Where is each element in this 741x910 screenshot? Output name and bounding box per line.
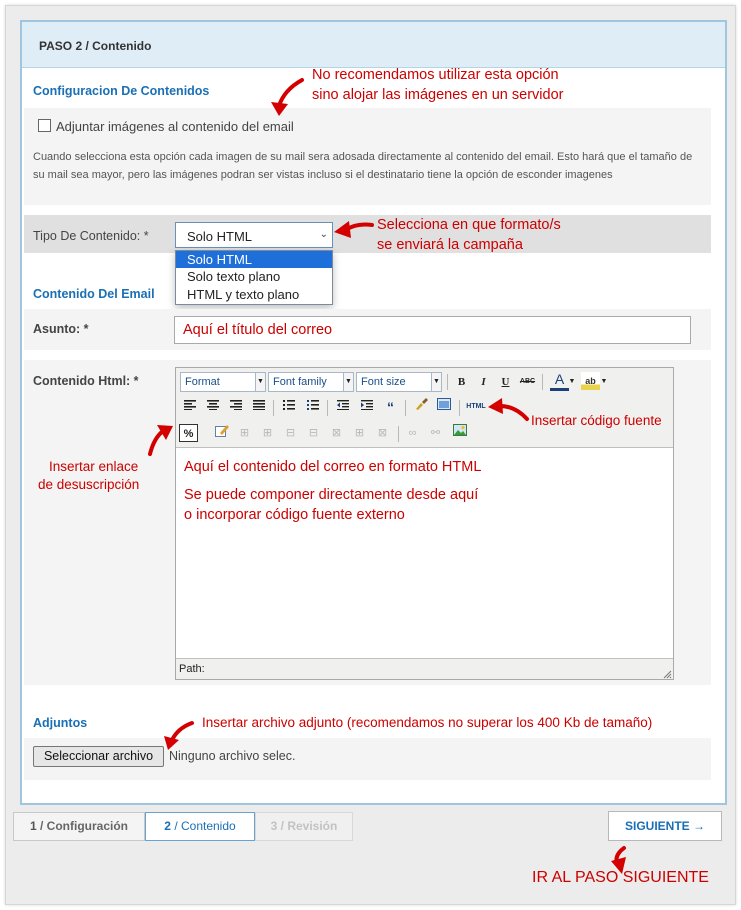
step-label: / Revisión [277, 819, 338, 833]
table-insert-col-icon[interactable]: ⊞ [262, 427, 273, 439]
content-type-label: Tipo De Contenido: * [33, 229, 149, 243]
chevron-down-icon: ⌄ [319, 229, 328, 240]
annotation-line: sino alojar las imágenes en un servidor [312, 87, 564, 103]
html-source-button[interactable]: HTML [466, 403, 486, 410]
underline-icon[interactable]: U [501, 376, 510, 388]
arrow-icon [172, 723, 192, 740]
arrow-icon [279, 80, 302, 106]
step-number: 2 [164, 819, 171, 833]
annotation-line: No recomendamos utilizar esta opción [312, 67, 559, 83]
font-family-select-label: Font family [273, 376, 327, 388]
table-merge-icon[interactable]: ⊞ [354, 427, 365, 439]
arrow-head-icon [164, 736, 179, 750]
table-row-props-icon[interactable]: ⊟ [285, 427, 296, 439]
chevron-down-icon: ▼ [343, 373, 353, 391]
subject-label: Asunto: * [33, 322, 89, 336]
editor-content-line: Aquí el contenido del correo en formato HTML [184, 459, 482, 475]
link-icon[interactable]: ∞ [408, 427, 417, 439]
table-split-icon[interactable]: ⊠ [331, 427, 342, 439]
chevron-down-icon: ▼ [255, 373, 265, 391]
bold-icon[interactable]: B [457, 376, 466, 388]
config-description: Cuando selecciona esta opción cada imagen de su mail sera adosada directamente al contenido del email. Esto hará que el tamaño de su mail sea mayor, pero las imágenes podran ser vistas incluso si el destinatario tiene la opción de esconder imagenes [33, 151, 693, 181]
dropdown-option[interactable]: Solo texto plano [187, 269, 281, 284]
annotation-line: Insertar código fuente [531, 413, 662, 428]
subject-value: Aquí el título del correo [183, 322, 333, 338]
annotation-line: Insertar enlace [49, 459, 139, 474]
arrow-head-icon [488, 398, 503, 414]
content-section-title: Contenido Del Email [33, 287, 155, 301]
page-title: PASO 2 / Contenido [39, 39, 152, 53]
arrow-head-icon [611, 857, 626, 874]
next-button[interactable]: SIGUIENTE → [608, 811, 722, 841]
italic-icon[interactable]: I [481, 376, 486, 388]
text-color-icon[interactable]: A [550, 372, 569, 391]
dropdown-option[interactable]: Solo HTML [176, 251, 332, 268]
annotation-line: se enviará la campaña [377, 237, 523, 253]
content-type-selected: Solo HTML [187, 229, 253, 244]
html-content-label: Contenido Html: * [33, 374, 139, 388]
annotation-line: de desuscripción [38, 477, 140, 492]
no-file-text: Ninguno archivo selec. [169, 749, 296, 763]
unlink-icon[interactable]: ⚯ [430, 427, 441, 439]
chevron-down-icon[interactable]: ▼ [600, 378, 608, 385]
highlight-color-icon[interactable]: ab [581, 372, 600, 390]
table-insert-row-icon[interactable]: ⊞ [239, 427, 250, 439]
format-select-label: Format [185, 376, 220, 388]
select-file-button[interactable]: Seleccionar archivo [33, 746, 164, 767]
chevron-down-icon: ▼ [431, 373, 441, 391]
arrow-head-icon [334, 221, 351, 238]
editor-path-label: Path: [179, 663, 205, 675]
annotation-line: Insertar archivo adjunto (recomendamos no superar los 400 Kb de tamaño) [202, 715, 653, 730]
config-section-title: Configuracion De Contenidos [33, 84, 210, 98]
attach-images-label: Adjuntar imágenes al contenido del email [56, 119, 294, 134]
step-label: / Configuración [36, 819, 129, 833]
attachments-section-title: Adjuntos [33, 716, 88, 730]
arrow-icon [150, 431, 163, 454]
arrow-head-icon [271, 102, 288, 116]
arrow-icon [500, 406, 527, 419]
table-cell-props-icon[interactable]: ⊟ [308, 427, 319, 439]
blockquote-icon[interactable]: “ [387, 399, 394, 415]
step-number: 3 [270, 819, 278, 833]
strikethrough-icon[interactable]: ABC [519, 378, 536, 385]
table-delete-icon[interactable]: ⊠ [377, 427, 388, 439]
editor-content-line: Se puede componer directamente desde aquí [184, 487, 479, 503]
editor-content-line: o incorporar código fuente externo [184, 507, 405, 523]
font-size-select-label: Font size [361, 376, 406, 388]
dropdown-option[interactable]: HTML y texto plano [187, 287, 300, 302]
annotation-line: Selecciona en que formato/s [377, 217, 561, 233]
annotation-line: IR AL PASO SIGUIENTE [532, 869, 709, 886]
chevron-down-icon[interactable]: ▼ [568, 378, 576, 385]
step-label: / Contenido [170, 819, 236, 833]
step-number: 1 [29, 819, 37, 833]
unsubscribe-link-button[interactable]: % [179, 424, 198, 442]
